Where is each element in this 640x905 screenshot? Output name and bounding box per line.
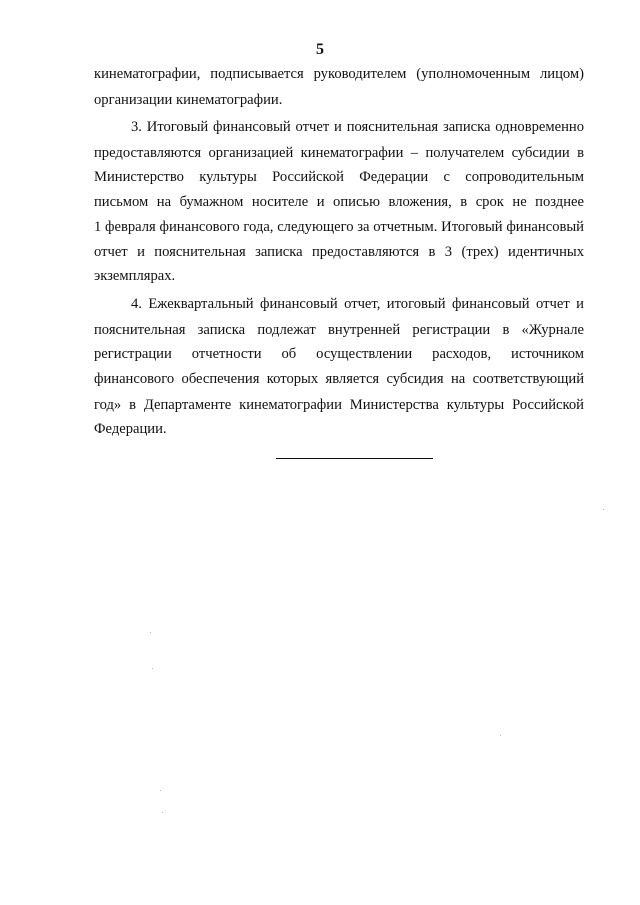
text-line: предоставляются организацией кинематографии – получателем субсидии в xyxy=(94,145,584,161)
text-line: год» в Департаменте кинематографии Министерства культуры Российской xyxy=(94,397,584,413)
page-number: 5 xyxy=(316,41,324,58)
scan-speck xyxy=(603,509,604,510)
text-line: отчет и пояснительная записка предоставляются в 3 (трех) идентичных xyxy=(94,244,584,260)
paragraph-4-first-line: 4. Ежеквартальный финансовый отчет, итоговый финансовый отчет и xyxy=(131,296,584,312)
paragraph-3-first-line: 3. Итоговый финансовый отчет и пояснительная записка одновременно xyxy=(131,119,584,135)
text-line: финансового обеспечения которых является субсидия на соответствующий xyxy=(94,371,584,387)
scan-speck xyxy=(150,632,151,633)
text-line: кинематографии, подписывается руководителем (уполномоченным лицом) xyxy=(94,66,584,82)
scan-speck xyxy=(500,735,501,736)
text-line: регистрации отчетности об осуществлении расходов, источником xyxy=(94,346,584,362)
text-line: экземплярах. xyxy=(94,268,176,284)
text-line: 1 февраля финансового года, следующего за отчетным. Итоговый финансовый xyxy=(94,219,584,235)
text-line: Федерации. xyxy=(94,421,167,437)
scan-speck xyxy=(160,790,161,791)
text-line: письмом на бумажном носителе и описью вложения, в срок не позднее xyxy=(94,194,584,210)
end-divider-line xyxy=(276,458,433,459)
text-line: Министерство культуры Российской Федерации с сопроводительным xyxy=(94,169,584,185)
text-line: пояснительная записка подлежат внутренней регистрации в «Журнале xyxy=(94,322,584,338)
scan-speck xyxy=(162,812,163,813)
scan-speck xyxy=(152,668,153,669)
text-line: организации кинематографии. xyxy=(94,92,283,108)
